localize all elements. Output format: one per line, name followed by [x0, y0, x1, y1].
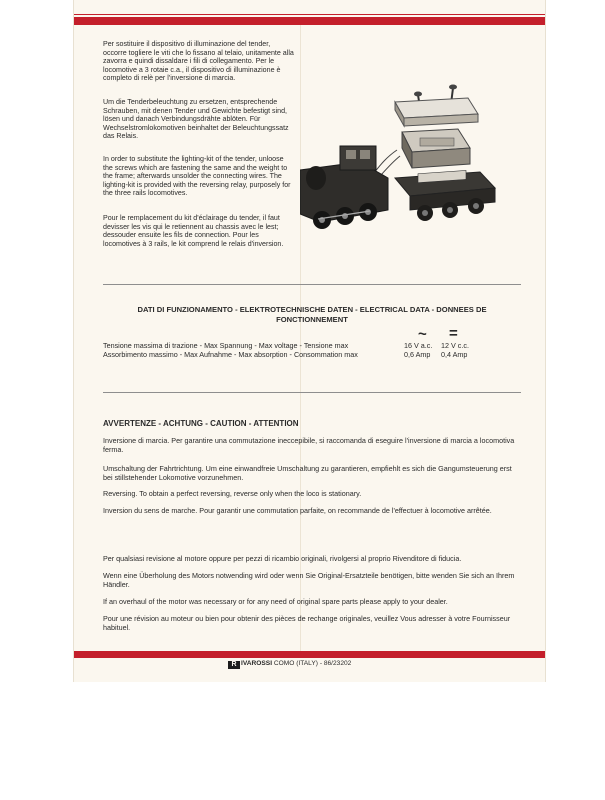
ac-symbol: ~ [418, 326, 427, 343]
ballast-weight-icon [395, 98, 478, 126]
warning-english: Reversing. To obtain a perfect reversing, reverse only when the loco is stationary. [103, 489, 362, 498]
instructions-english: In order to substitute the lighting-kit of the tender, unloose the screws which are fastening the same and the weight to the frame; afterwards unsolder the connecting wires. The lighting-kit is provided with the reversing relay, purposely for the three rails locomotives. [103, 155, 291, 198]
electrical-data-title: DATI DI FUNZIONAMENTO - ELEKTROTECHNISCHE DATEN - ELECTRICAL DATA - DONNEES DE FONCTIONNEMENT [137, 305, 487, 324]
service-french: Pour une révision au moteur ou bien pour obtenir des pièces de rechange originales, veuillez Vous adresser à votre Fournisseur habituel. [103, 614, 511, 633]
instructions-german: Um die Tenderbeleuchtung zu ersetzen, entsprechende Schrauben, mit denen Tender und Gewichte befestigt sind, lösen und danach Verbindungsdrähte ablöten. Für Wechselstromlokomotiven beinhaltet der Beleuchtungssatz das Relais. [103, 98, 289, 141]
service-english: If an overhaul of the motor was necessary or for any need of original spare parts please apply to your dealer. [103, 597, 448, 606]
section-divider [103, 284, 521, 285]
max-absorption-label: Assorbimento massimo - Max Aufnahme - Max absorption - Consommation max [103, 350, 358, 359]
dc-symbol: = [449, 325, 458, 342]
lighting-kit-icon [402, 129, 470, 168]
top-red-band [74, 17, 545, 25]
tender-lighting-kit-illustration [300, 50, 515, 268]
rivarossi-logo-icon: R [228, 661, 240, 669]
warning-french: Inversion du sens de marche. Pour garantir une commutation parfaite, on recommande de l'effectuer à locomotive arrêtée. [103, 506, 492, 515]
brand-location: COMO (ITALY) [273, 660, 318, 667]
service-italian: Per qualsiasi revisione al motore oppure per pezzi di ricambio originali, rivolgersi al proprio Rivenditore di fiducia. [103, 554, 462, 563]
max-voltage-ac: 16 V a.c. [404, 341, 433, 350]
warning-italian: Inversione di marcia. Per garantire una commutazione ineccepibile, si raccomanda di eseguire l'inversione di marcia a locomotiva ferma. [103, 436, 515, 455]
warning-german: Umschaltung der Fahrtrichtung. Um eine einwandfreie Umschaltung zu garantieren, empfiehlt es sich die Gangumsteuerung erst bei stillstehender Lokomotive vorzunehmen. [103, 464, 512, 483]
document-code: - 86/23202 [319, 660, 352, 667]
section-divider [103, 392, 521, 393]
brand-name: IVAROSSI [241, 660, 273, 667]
manufacturer-footer [228, 660, 351, 669]
service-german: Wenn eine Überholung des Motors notwending wird oder wenn Sie Original-Ersatzteile benötigen, bitte wenden Sie sich an Ihrem Händler. [103, 571, 515, 590]
locomotive-icon [300, 146, 388, 229]
max-absorption-ac: 0,6 Amp [404, 350, 431, 359]
instructions-italian: Per sostituire il dispositivo di illuminazione del tender, occorre togliere le viti che lo fissano al telaio, unitamente alla zavorra e quindi dissaldare i fili di collegamento. Per le locomotive a 3 rotaie c.a., il dispositivo di illuminazione è completo di relè per l'inversione di marcia. [103, 40, 294, 83]
max-absorption-dc: 0,4 Amp [441, 350, 468, 359]
tender-chassis-icon [395, 170, 495, 221]
warnings-title: AVVERTENZE - ACHTUNG - CAUTION - ATTENTION [103, 419, 299, 428]
max-voltage-label: Tensione massima di trazione - Max Spannung - Max voltage - Tensione max [103, 341, 349, 350]
max-voltage-dc: 12 V c.c. [441, 341, 469, 350]
bottom-red-band [74, 651, 545, 658]
instructions-french: Pour le remplacement du kit d'éclairage du tender, il faut devisser les vis qui le retiennent au chassis avec le lest; dessouder ensuite les fils de connection. Pour les locomotives à 3 rails, le kit comprend le relais d'inversion. [103, 214, 284, 248]
